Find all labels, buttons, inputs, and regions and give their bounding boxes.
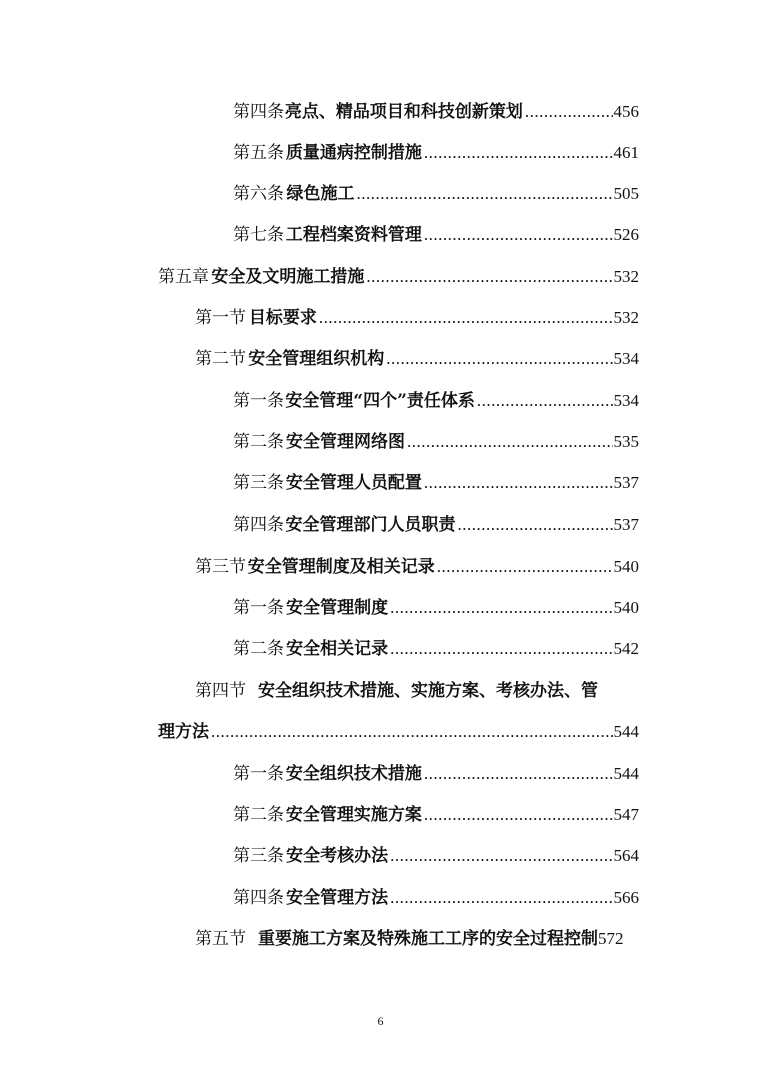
toc-entry-title: 绿色施工 bbox=[286, 184, 355, 204]
toc-leader-dots bbox=[366, 266, 612, 288]
toc-entry-page: 564 bbox=[613, 846, 639, 865]
toc-leader-dots bbox=[424, 224, 613, 246]
toc-entry-section-wrapped[interactable] bbox=[195, 672, 639, 702]
toc-entry-section[interactable] bbox=[195, 548, 639, 578]
toc-entry[interactable] bbox=[233, 506, 639, 536]
toc-entry-page: 505 bbox=[613, 184, 639, 203]
toc-entry-title: 重要施工方案及特殊施工工序的安全过程控制 bbox=[258, 929, 598, 949]
toc-entry[interactable] bbox=[233, 837, 639, 867]
toc-entry-number: 第一条 bbox=[233, 391, 284, 410]
toc-entry-title: 目标要求 bbox=[248, 308, 317, 328]
toc-entry-page: 535 bbox=[613, 432, 639, 451]
toc-entry-page: 572 bbox=[598, 929, 624, 948]
toc-entry-title: 安全组织技术措施 bbox=[285, 764, 422, 784]
toc-entry-number: 第四条 bbox=[233, 888, 284, 907]
toc-entry[interactable] bbox=[233, 216, 639, 246]
toc-leader-dots bbox=[424, 142, 613, 164]
toc-entry-number: 第二条 bbox=[233, 432, 284, 451]
toc-entry-number: 第三条 bbox=[233, 473, 284, 492]
toc-leader-dots bbox=[356, 183, 612, 205]
toc-entry-continuation[interactable] bbox=[158, 713, 639, 743]
toc-entry-page: 542 bbox=[613, 639, 639, 658]
toc-entry-title: 安全考核办法 bbox=[286, 846, 389, 866]
toc-entry-page: 566 bbox=[613, 888, 639, 907]
toc-leader-dots bbox=[477, 390, 613, 412]
toc-entry-title: 安全管理“四个”责任体系 bbox=[285, 391, 475, 411]
toc-entry-title: 安全管理人员配置 bbox=[285, 473, 422, 493]
toc-entry-title: 质量通病控制措施 bbox=[285, 143, 422, 163]
toc-entry[interactable] bbox=[233, 589, 639, 619]
page-number: 6 bbox=[377, 1014, 384, 1028]
toc-entry-number: 第五条 bbox=[233, 143, 284, 162]
toc-entry-page: 456 bbox=[613, 102, 639, 121]
toc-entry-title: 工程档案资料管理 bbox=[285, 225, 422, 245]
toc-entry[interactable] bbox=[233, 755, 639, 785]
toc-entry-page: 461 bbox=[613, 143, 639, 162]
toc-leader-dots bbox=[525, 101, 613, 123]
toc-entry-title: 安全管理制度及相关记录 bbox=[247, 557, 435, 577]
toc-entry-page: 534 bbox=[613, 391, 639, 410]
toc-entry-number: 第五节 bbox=[195, 929, 246, 948]
toc-leader-dots bbox=[424, 763, 613, 785]
toc-leader-dots bbox=[319, 307, 613, 329]
toc-entry-title: 安全相关记录 bbox=[286, 639, 389, 659]
toc-entry-title: 安全管理组织机构 bbox=[248, 349, 385, 369]
toc-leader-dots bbox=[211, 721, 613, 743]
toc-entry[interactable] bbox=[233, 796, 639, 826]
toc-leader-dots bbox=[390, 638, 612, 660]
toc-leader-dots bbox=[386, 348, 612, 370]
toc-entry-page: 540 bbox=[613, 598, 639, 617]
toc-entry-page: 526 bbox=[613, 225, 639, 244]
toc-entry-number: 第一条 bbox=[233, 598, 284, 617]
toc-entry-page: 532 bbox=[613, 267, 639, 286]
toc-entry-title: 安全组织技术措施、实施方案、考核办法、管 bbox=[258, 681, 598, 701]
toc-entry-number: 第六条 bbox=[233, 184, 284, 203]
toc-entry-number: 第四条 bbox=[233, 515, 284, 534]
toc-entry-section[interactable] bbox=[195, 340, 639, 370]
toc-leader-dots bbox=[424, 804, 613, 826]
toc-entry-title: 亮点、精品项目和科技创新策划 bbox=[284, 102, 523, 122]
toc-entry-page: 537 bbox=[613, 473, 639, 492]
toc-entry-title: 安全管理网络图 bbox=[286, 432, 405, 452]
toc-entry-section[interactable] bbox=[195, 299, 639, 329]
toc-leader-dots bbox=[424, 472, 613, 494]
toc-entry-section[interactable] bbox=[195, 920, 671, 950]
toc-entry-number: 第三条 bbox=[233, 846, 284, 865]
toc-entry-page: 544 bbox=[613, 722, 639, 741]
toc-entry[interactable] bbox=[233, 423, 639, 453]
toc-entry-number: 第二节 bbox=[195, 349, 246, 368]
toc-leader-dots bbox=[390, 597, 612, 619]
toc-entry-number: 第三节 bbox=[195, 557, 246, 576]
toc-entry-title: 安全管理实施方案 bbox=[285, 805, 422, 825]
toc-entry[interactable] bbox=[233, 93, 639, 123]
toc-entry-number: 第四条 bbox=[233, 102, 284, 121]
toc-leader-dots bbox=[458, 514, 613, 536]
toc-entry-chapter[interactable] bbox=[158, 258, 639, 288]
toc-entry[interactable] bbox=[233, 464, 639, 494]
toc-leader-dots bbox=[390, 887, 612, 909]
toc-entry-title: 安全管理方法 bbox=[286, 888, 389, 908]
toc-leader-dots bbox=[437, 556, 613, 578]
toc-leader-dots bbox=[407, 431, 613, 453]
toc-entry-number: 第一条 bbox=[233, 764, 284, 783]
toc-entry-number: 第二条 bbox=[233, 639, 284, 658]
toc-entry[interactable] bbox=[233, 630, 639, 660]
toc-entry-title: 安全管理部门人员职责 bbox=[285, 515, 456, 535]
toc-entry-page: 540 bbox=[613, 557, 639, 576]
toc-entry-number: 第五章 bbox=[158, 267, 209, 286]
toc-entry[interactable] bbox=[233, 382, 639, 412]
toc-leader-dots bbox=[390, 845, 612, 867]
toc-entry-number: 第四节 bbox=[195, 681, 246, 700]
toc-entry-page: 547 bbox=[613, 805, 639, 824]
toc-entry-page: 534 bbox=[613, 349, 639, 368]
toc-entry-page: 537 bbox=[613, 515, 639, 534]
toc-entry[interactable] bbox=[233, 134, 639, 164]
toc-entry-title: 安全及文明施工措施 bbox=[211, 267, 365, 287]
toc-entry-page: 544 bbox=[613, 764, 639, 783]
toc-entry-title: 安全管理制度 bbox=[286, 598, 389, 618]
toc-entry-title-continuation: 理方法 bbox=[158, 722, 209, 742]
toc-entry[interactable] bbox=[233, 175, 639, 205]
toc-entry-number: 第七条 bbox=[233, 225, 284, 244]
toc-entry-number: 第二条 bbox=[233, 805, 284, 824]
toc-entry[interactable] bbox=[233, 879, 639, 909]
toc-entry-number: 第一节 bbox=[195, 308, 246, 327]
toc-entry-page: 532 bbox=[613, 308, 639, 327]
